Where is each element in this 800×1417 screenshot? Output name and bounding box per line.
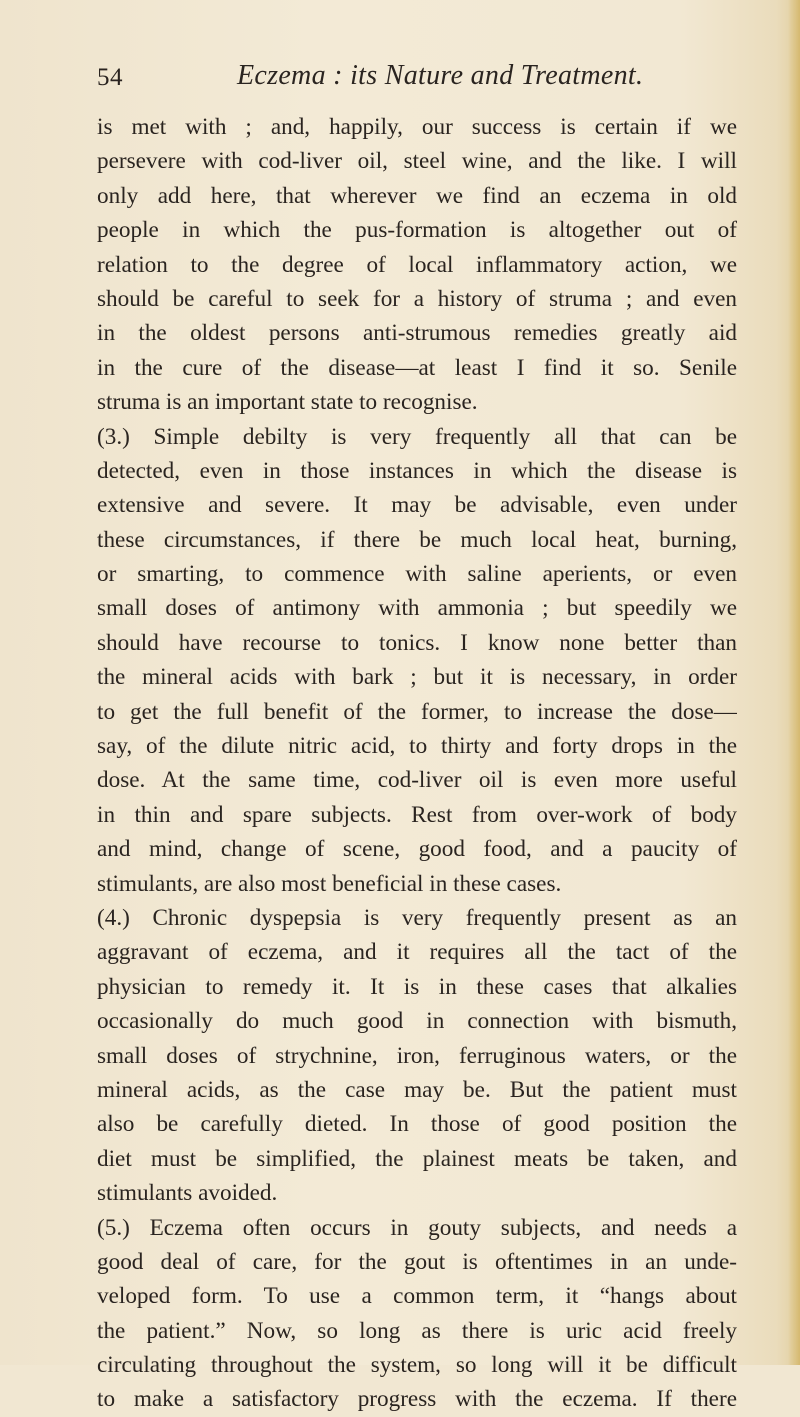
text-line: diet must be simplified, the plainest meats be taken, and [97, 1145, 737, 1172]
text-line: physician to remedy it. It is in these cases that alkalies [97, 973, 737, 1000]
text-line: in the cure of the disease—at least I find it so. Senile [97, 354, 737, 381]
text-line: say, of the dilute nitric acid, to thirty and forty drops in the [97, 733, 737, 760]
text-line: in the oldest persons anti-strumous remedies greatly aid [97, 320, 737, 347]
text-line: persevere with cod-liver oil, steel wine, and the like. I will [97, 148, 737, 175]
text-line: extensive and severe. It may be advisable, even under [97, 492, 737, 519]
paragraph-end-line: stimulants, are also most beneficial in these cases. [97, 870, 562, 897]
text-line: veloped form. To use a common term, it “hangs about [97, 1283, 737, 1310]
text-line: dose. At the same time, cod-liver oil is even more useful [97, 767, 737, 794]
page-number: 54 [97, 64, 123, 91]
text-line: small doses of strychnine, iron, ferruginous waters, or the [97, 1042, 737, 1069]
text-line: should be careful to seek for a history of struma ; and even [97, 285, 737, 312]
text-line: only add here, that wherever we find an eczema in old [97, 182, 737, 209]
text-line: (3.) Simple debilty is very frequently all that can be [97, 423, 737, 450]
text-line: should have recourse to tonics. I know none better than [97, 629, 737, 656]
text-line: good deal of care, for the gout is oftentimes in an unde- [97, 1248, 737, 1275]
text-line: to get the full benefit of the former, to increase the dose— [97, 698, 737, 725]
text-line: or smarting, to commence with saline aperients, or even [97, 561, 737, 588]
text-line: is met with ; and, happily, our success is certain if we [97, 114, 737, 140]
text-line: the mineral acids with bark ; but it is necessary, in order [97, 664, 737, 691]
text-line: occasionally do much good in connection with bismuth, [97, 1008, 737, 1035]
text-line: circulating throughout the system, so long will it be difficult [97, 1352, 737, 1379]
text-line: the patient.” Now, so long as there is uric acid freely [97, 1317, 737, 1344]
page-header [97, 50, 737, 90]
text-line: relation to the degree of local inflammatory action, we [97, 251, 737, 278]
running-title: Eczema : its Nature and Treatment. [237, 60, 644, 91]
paragraph-end-line: stimulants avoided. [97, 1180, 278, 1207]
paragraph-end-line: struma is an important state to recognise. [97, 389, 478, 416]
page-edge [788, 0, 800, 1365]
text-line: small doses of antimony with ammonia ; but speedily we [97, 595, 737, 622]
text-line: in thin and spare subjects. Rest from over-work of body [97, 801, 737, 828]
text-line: to make a satisfactory progress with the eczema. If there [97, 1386, 737, 1413]
text-line: these circumstances, if there be much local heat, burning, [97, 526, 737, 553]
text-line: and mind, change of scene, good food, and a paucity of [97, 836, 737, 863]
text-line: people in which the pus-formation is altogether out of [97, 217, 737, 244]
text-line: detected, even in those instances in which the disease is [97, 457, 737, 484]
text-line: aggravant of eczema, and it requires all the tact of the [97, 939, 737, 966]
text-line: (5.) Eczema often occurs in gouty subjects, and needs a [97, 1214, 737, 1241]
text-line: also be carefully dieted. In those of good position the [97, 1111, 737, 1138]
text-line: (4.) Chronic dyspepsia is very frequently present as an [97, 904, 737, 931]
text-line: mineral acids, as the case may be. But the patient must [97, 1076, 737, 1103]
body-text [97, 110, 737, 1417]
